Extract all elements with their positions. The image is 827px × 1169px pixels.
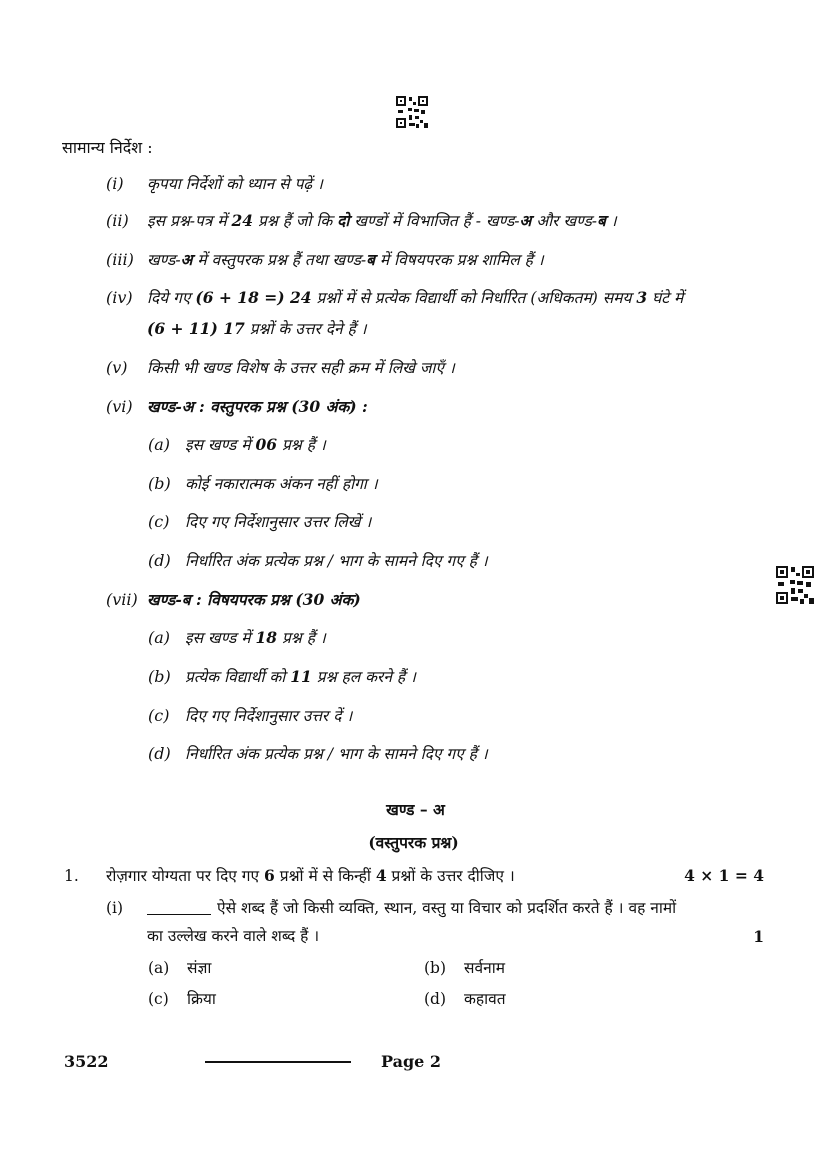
- sub-instruction-number: (d): [148, 551, 171, 570]
- option-label: (a): [148, 959, 170, 977]
- instruction-text: कृपया निर्देशों को ध्यान से पढ़ें ।: [147, 175, 323, 193]
- sub-question-text-continued: का उल्लेख करने वाले शब्द हैं ।: [147, 927, 320, 945]
- option-label: (b): [424, 959, 447, 977]
- sub-question-text: ऐसे शब्द हैं जो किसी व्यक्ति, स्थान, वस्तु या विचार को प्रदर्शित करते हैं । वह नामों: [147, 898, 676, 918]
- top-qr-code-icon: [396, 96, 428, 128]
- general-instructions-heading: सामान्य निर्देश :: [62, 138, 153, 157]
- sub-instruction-text: निर्धारित अंक प्रत्येक प्रश्न / भाग के सामने दिए गए हैं ।: [185, 745, 488, 763]
- sub-question-number: (i): [106, 899, 124, 917]
- option-label: (c): [148, 990, 169, 1008]
- sub-instruction-text: दिए गए निर्देशानुसार उत्तर दें ।: [185, 707, 353, 725]
- option-label: (d): [424, 990, 447, 1008]
- option-text: संज्ञा: [187, 959, 212, 977]
- sub-instruction-text: इस खण्ड में 06 प्रश्न हैं ।: [185, 435, 326, 454]
- instruction-text: किसी भी खण्ड विशेष के उत्तर सही क्रम में लिखे जाएँ ।: [147, 359, 455, 377]
- instruction-number: (iii): [106, 250, 134, 269]
- footer-divider: [205, 1061, 351, 1063]
- sub-instruction-number: (b): [148, 667, 171, 686]
- sub-instruction-number: (c): [148, 512, 170, 531]
- section-a-instruction-title: खण्ड-अ : वस्तुपरक प्रश्न (30 अंक) :: [147, 397, 368, 416]
- sub-instruction-number: (d): [148, 744, 171, 763]
- instruction-text: दिये गए (6 + 18 =) 24 प्रश्नों में से प्रत्येक विद्यार्थी को निर्धारित (अधिकतम) समय 3 घंटे में: [147, 288, 684, 307]
- sub-instruction-text: निर्धारित अंक प्रत्येक प्रश्न / भाग के सामने दिए गए हैं ।: [185, 552, 488, 570]
- instruction-text: खण्ड-अ में वस्तुपरक प्रश्न हैं तथा खण्ड-ब में विषयपरक प्रश्न शामिल हैं ।: [147, 250, 544, 269]
- sub-instruction-text: कोई नकारात्मक अंकन नहीं होगा ।: [185, 475, 378, 493]
- paper-code: 3522: [64, 1052, 109, 1071]
- option-text: कहावत: [464, 990, 506, 1008]
- section-subheading: (वस्तुपरक प्रश्न): [368, 833, 459, 852]
- question-text: रोज़गार योग्यता पर दिए गए 6 प्रश्नों में से किन्हीं 4 प्रश्नों के उत्तर दीजिए ।: [106, 866, 515, 885]
- instruction-number: (vi): [106, 397, 133, 416]
- section-b-instruction-title: खण्ड-ब : विषयपरक प्रश्न (30 अंक): [147, 590, 361, 609]
- instruction-number: (ii): [106, 211, 129, 230]
- sub-question-marks: 1: [753, 927, 764, 946]
- sub-instruction-number: (c): [148, 706, 170, 725]
- sub-instruction-text: प्रत्येक विद्यार्थी को 11 प्रश्न हल करने हैं ।: [185, 667, 416, 686]
- sub-instruction-number: (a): [148, 435, 171, 454]
- section-heading: खण्ड – अ: [386, 800, 445, 819]
- sub-instruction-text: इस खण्ड में 18 प्रश्न हैं ।: [185, 628, 326, 647]
- option-text: क्रिया: [187, 990, 216, 1008]
- question-number: 1.: [64, 867, 79, 885]
- question-marks: 4 × 1 = 4: [684, 866, 764, 885]
- sub-instruction-number: (a): [148, 628, 171, 647]
- side-qr-code-icon: [776, 566, 814, 604]
- instruction-number: (v): [106, 358, 128, 377]
- instruction-text-continued: (6 + 11) 17 प्रश्नों के उत्तर देने हैं ।: [147, 319, 367, 338]
- instruction-number: (iv): [106, 288, 133, 307]
- page-number: Page 2: [381, 1052, 442, 1071]
- instruction-number: (i): [106, 174, 124, 193]
- sub-instruction-text: दिए गए निर्देशानुसार उत्तर लिखें ।: [185, 513, 372, 531]
- answer-blank: [147, 914, 211, 915]
- sub-instruction-number: (b): [148, 474, 171, 493]
- instruction-number: (vii): [106, 590, 138, 609]
- instruction-text: इस प्रश्न-पत्र में 24 प्रश्न हैं जो कि दो खण्डों में विभाजित हैं - खण्ड-अ और खण्ड-ब ।: [147, 211, 617, 230]
- option-text: सर्वनाम: [464, 959, 505, 977]
